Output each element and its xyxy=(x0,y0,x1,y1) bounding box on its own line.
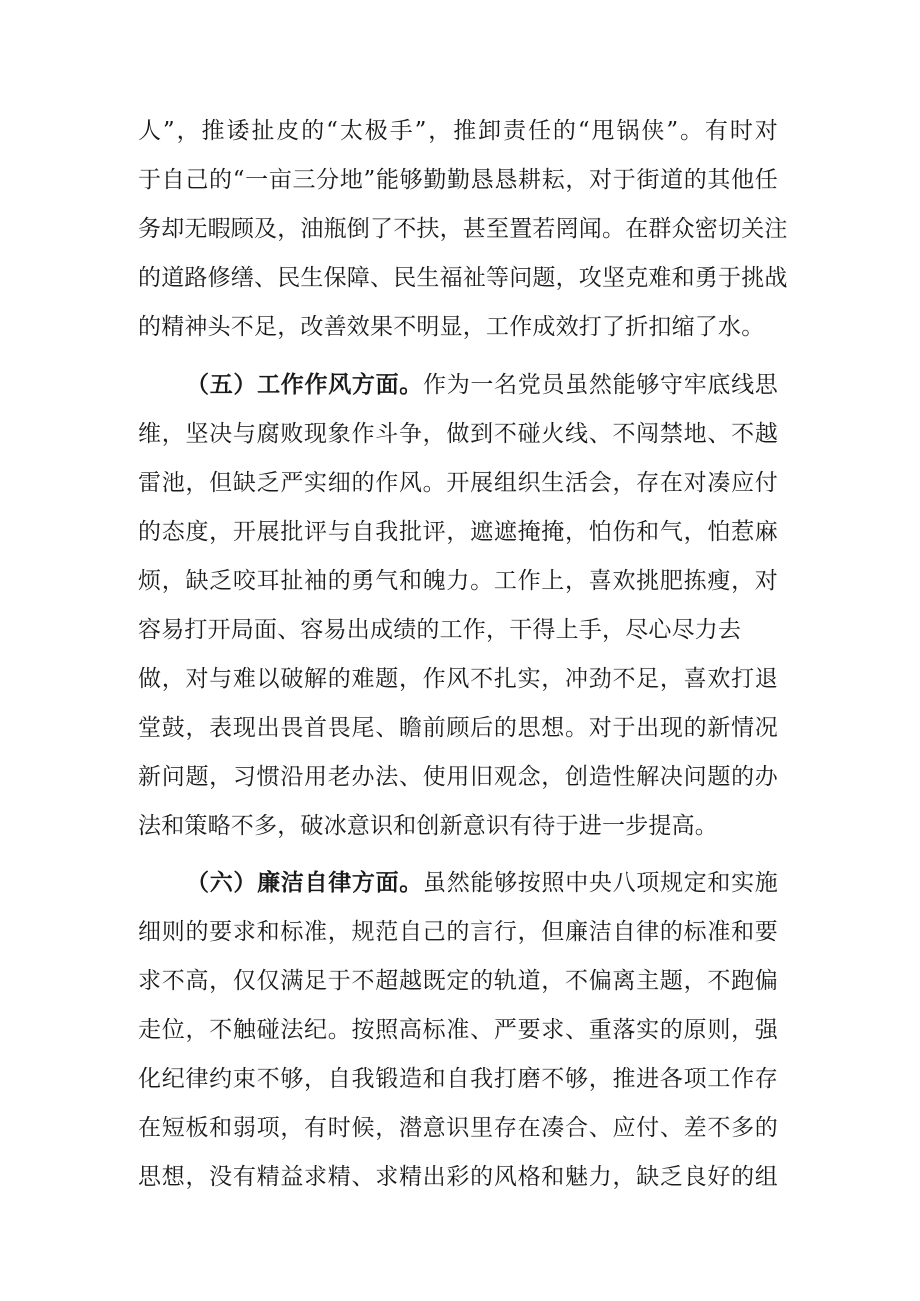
paragraph-line: 的道路修缮、民生保障、民生福祉等问题，攻坚克难和勇于挑战 xyxy=(138,265,788,291)
paragraph-line: 化纪律约束不够，自我锻造和自我打磨不够，推进各项工作存 xyxy=(138,1066,778,1092)
paragraph-line: 细则的要求和标准，规范自己的言行，但廉洁自律的标准和要 xyxy=(138,919,778,945)
section-6-first-line xyxy=(186,868,778,898)
section-5-first-line xyxy=(186,370,778,400)
paragraph-line: 走位，不触碰法纪。按照高标准、严要求、重落实的原则，强 xyxy=(138,1017,778,1043)
paragraph-line: 于自己的“一亩三分地”能够勤勤恳恳耕耘，对于街道的其他任 xyxy=(138,167,778,193)
section-5-first-line-text: 作为一名党员虽然能够守牢底线思 xyxy=(423,372,778,398)
paragraph-line: 在短板和弱项，有时候，潜意识里存在凑合、应付、差不多的 xyxy=(138,1115,778,1141)
paragraph-line: 容易打开局面、容易出成绩的工作，干得上手，尽心尽力去 xyxy=(138,617,742,643)
paragraph-line: 雷池，但缺乏严实细的作风。开展组织生活会，存在对凑应付 xyxy=(138,470,778,496)
paragraph-line: 的精神头不足，改善效果不明显，工作成效打了折扣缩了水。 xyxy=(138,314,765,340)
paragraph-line: 维，坚决与腐败现象作斗争，做到不碰火线、不闯禁地、不越 xyxy=(138,421,778,447)
paragraph-line: 人”，推诿扯皮的“太极手”，推卸责任的“甩锅侠”。有时对 xyxy=(138,118,778,144)
paragraph-line: 思想，没有精益求精、求精出彩的风格和魅力，缺乏良好的组 xyxy=(138,1164,778,1190)
paragraph-line: 法和策略不多，破冰意识和创新意识有待于进一步提高。 xyxy=(138,813,718,839)
paragraph-line: 新问题，习惯沿用老办法、使用旧观念，创造性解决问题的办 xyxy=(138,764,778,790)
paragraph-line: 烦，缺乏咬耳扯袖的勇气和魄力。工作上，喜欢挑肥拣瘦，对 xyxy=(138,568,778,594)
paragraph-line: 求不高，仅仅满足于不超越既定的轨道，不偏离主题，不跑偏 xyxy=(138,968,778,994)
paragraph-line: 的态度，开展批评与自我批评，遮遮掩掩，怕伤和气，怕惹麻 xyxy=(138,519,778,545)
section-6-heading: （六）廉洁自律方面。 xyxy=(186,869,423,896)
paragraph-line: 务却无暇顾及，油瓶倒了不扶，甚至置若罔闻。在群众密切关注 xyxy=(138,216,788,242)
section-5-heading: （五）工作作风方面。 xyxy=(186,371,423,398)
section-6-first-line-text: 虽然能够按照中央八项规定和实施 xyxy=(423,870,778,896)
paragraph-line: 做，对与难以破解的难题，作风不扎实，冲劲不足，喜欢打退 xyxy=(138,666,778,692)
paragraph-line: 堂鼓，表现出畏首畏尾、瞻前顾后的思想。对于出现的新情况 xyxy=(138,715,778,741)
